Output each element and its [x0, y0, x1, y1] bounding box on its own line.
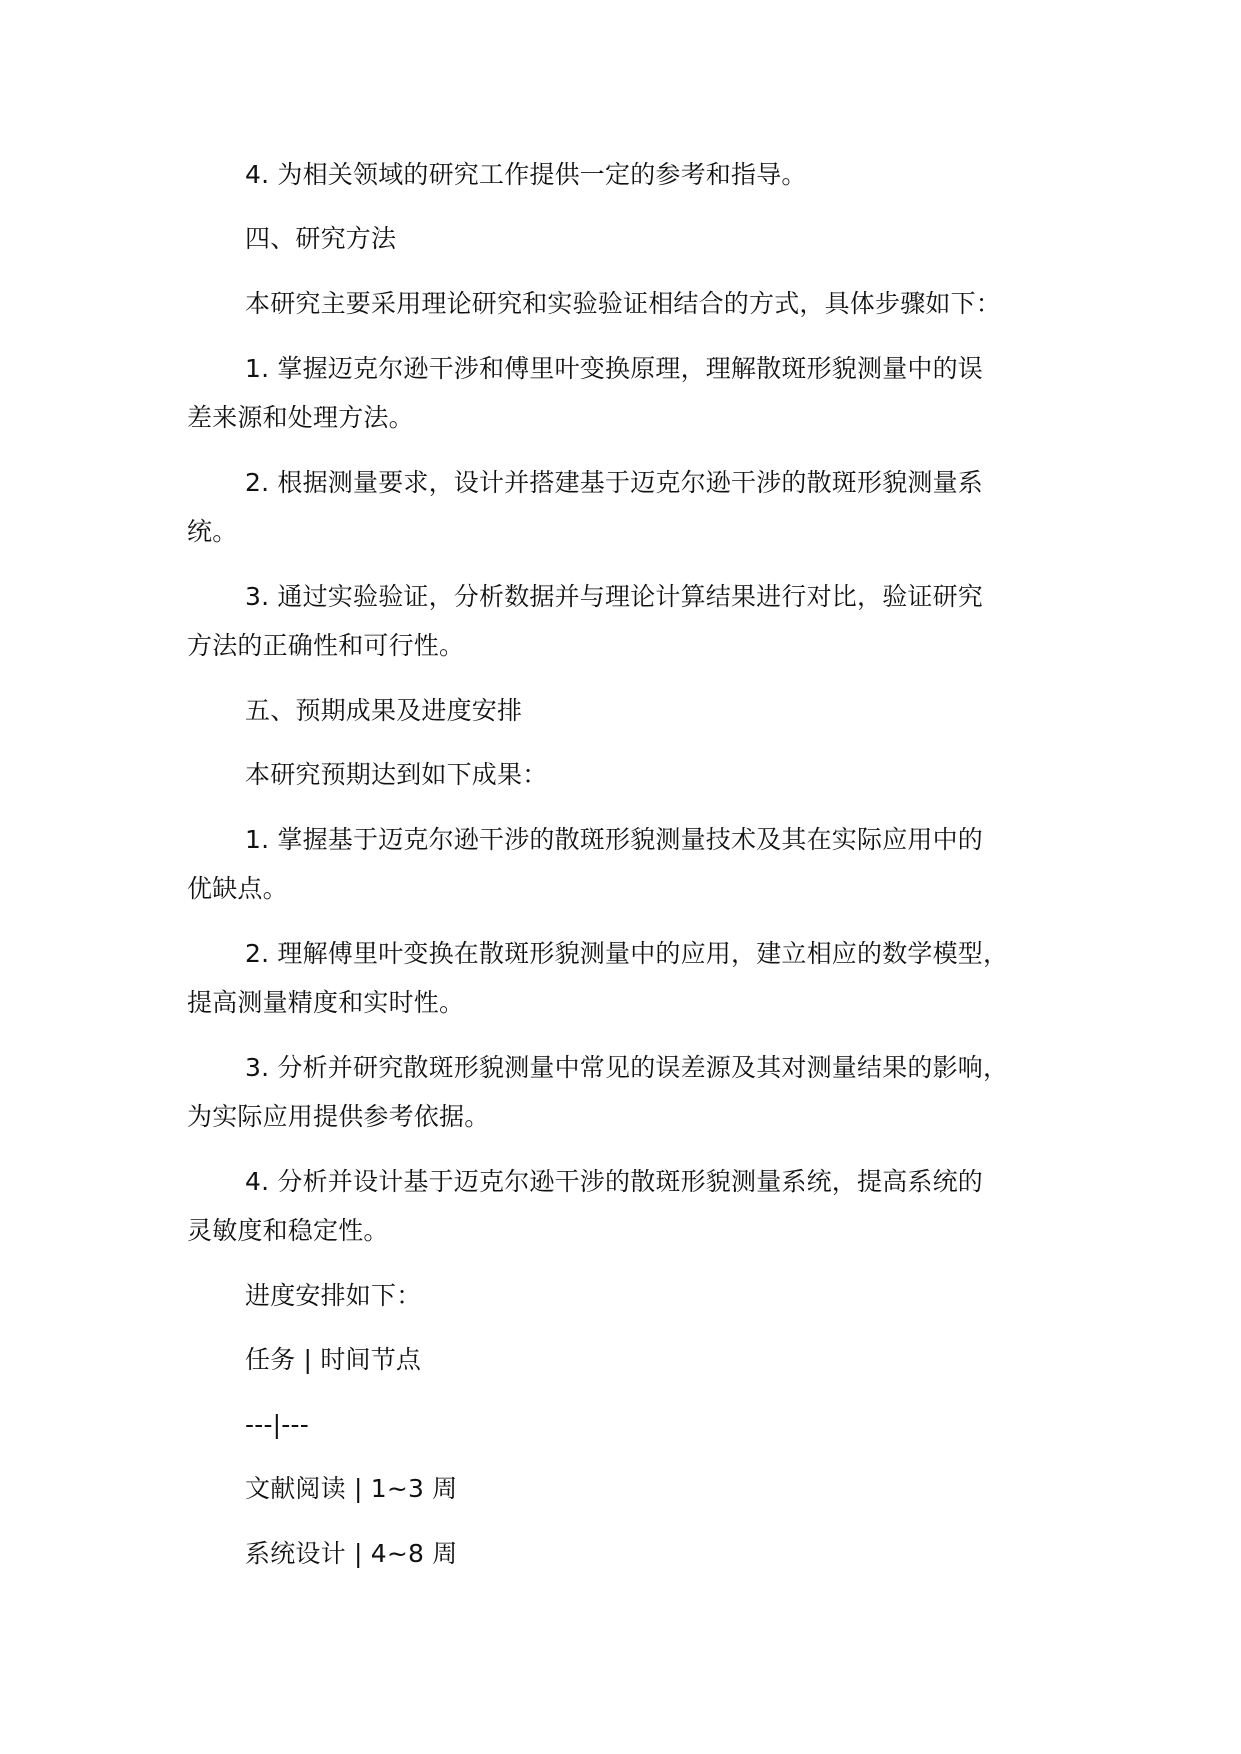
result-2-line-2: 提高测量精度和实时性。: [187, 988, 465, 1017]
paragraph-methods-intro: 本研究主要采用理论研究和实验验证相结合的方式，具体步骤如下：: [245, 289, 1002, 318]
result-4-line-2: 灵敏度和稳定性。: [187, 1216, 389, 1245]
paragraph-objective-4: 4. 为相关领域的研究工作提供一定的参考和指导。: [245, 160, 807, 189]
result-3-line-1: 3. 分析并研究散斑形貌测量中常见的误差源及其对测量结果的影响，: [245, 1053, 1009, 1082]
method-2-line-2: 统。: [187, 517, 238, 546]
schedule-row-system-design: 系统设计 | 4~8 周: [245, 1539, 458, 1568]
result-2-line-1: 2. 理解傅里叶变换在散斑形貌测量中的应用，建立相应的数学模型，: [245, 939, 1009, 968]
method-3-line-2: 方法的正确性和可行性。: [187, 631, 465, 660]
paragraph-results-intro: 本研究预期达到如下成果：: [245, 760, 548, 789]
section-heading-methods: 四、研究方法: [245, 224, 397, 253]
schedule-row-literature: 文献阅读 | 1~3 周: [245, 1474, 458, 1503]
method-1-line-1: 1. 掌握迈克尔逊干涉和傅里叶变换原理，理解散斑形貌测量中的误: [245, 354, 984, 383]
result-4-line-1: 4. 分析并设计基于迈克尔逊干涉的散斑形貌测量系统，提高系统的: [245, 1167, 984, 1196]
result-3-line-2: 为实际应用提供参考依据。: [187, 1102, 490, 1131]
section-heading-results: 五、预期成果及进度安排: [245, 696, 523, 725]
method-3-line-1: 3. 通过实验验证，分析数据并与理论计算结果进行对比，验证研究: [245, 582, 984, 611]
method-2-line-1: 2. 根据测量要求，设计并搭建基于迈克尔逊干涉的散斑形貌测量系: [245, 468, 984, 497]
result-1-line-2: 优缺点。: [187, 874, 288, 903]
method-1-line-2: 差来源和处理方法。: [187, 403, 414, 432]
schedule-table-header: 任务 | 时间节点: [245, 1345, 422, 1374]
result-1-line-1: 1. 掌握基于迈克尔逊干涉的散斑形貌测量技术及其在实际应用中的: [245, 825, 984, 854]
paragraph-schedule-intro: 进度安排如下：: [245, 1281, 422, 1310]
schedule-table-separator: ---|---: [245, 1410, 309, 1439]
